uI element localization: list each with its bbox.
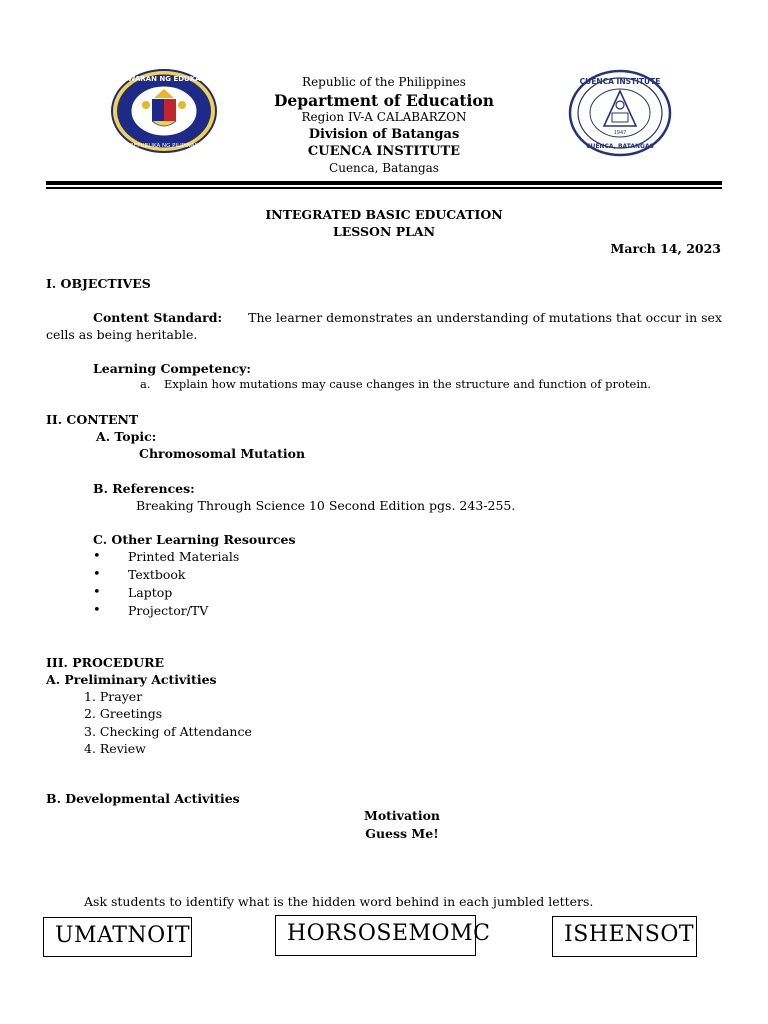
deped-seal-logo	[108, 67, 220, 155]
content-standard-text-line2: cells as being heritable.	[46, 327, 198, 342]
preliminary-activities-label: A. Preliminary Activities	[46, 672, 217, 687]
header-divider-thin	[46, 187, 722, 189]
competency-marker: a.	[140, 377, 151, 391]
references-label: B. References:	[93, 481, 195, 496]
svg-text:CUENCA INSTITUTE: CUENCA INSTITUTE	[579, 77, 661, 86]
jumbled-word-box-1: UMATNOIT	[43, 917, 192, 957]
preliminary-activities-list	[84, 689, 252, 758]
document-title: LESSON PLAN	[332, 224, 436, 239]
svg-text:CUENCA, BATANGAS: CUENCA, BATANGAS	[586, 143, 654, 150]
list-item: 1. Prayer	[84, 689, 143, 704]
lesson-date: March 14, 2023	[610, 241, 721, 256]
list-item: • Textbook	[93, 567, 239, 585]
list-item: 3. Checking of Attendance	[84, 723, 252, 739]
motivation-label: Motivation	[363, 808, 440, 823]
competency-item	[140, 377, 651, 391]
header-divider-thick	[46, 181, 722, 185]
content-standard-label: Content Standard:	[93, 310, 223, 325]
svg-text:1947: 1947	[613, 130, 627, 136]
references-value: Breaking Through Science 10 Second Edition pgs. 243-255.	[136, 498, 516, 513]
jumbled-word-box-2: HORSOSEMOMC	[275, 915, 476, 956]
list-item: • Projector/TV	[93, 603, 239, 621]
procedure-heading: III. PROCEDURE	[46, 655, 165, 670]
list-item: • Printed Materials	[93, 549, 239, 567]
region-text: Region IV-A CALABARZON	[301, 110, 467, 124]
developmental-activities-label: B. Developmental Activities	[46, 791, 240, 806]
resources-list	[93, 549, 239, 621]
svg-text:REPUBLIKA NG PILIPINAS: REPUBLIKA NG PILIPINAS	[129, 143, 199, 149]
activity-title: Guess Me!	[365, 826, 439, 841]
list-item: • Laptop	[93, 585, 239, 603]
topic-label: A. Topic:	[96, 429, 157, 444]
objectives-heading: I. OBJECTIVES	[46, 276, 151, 291]
jumbled-word-box-3: ISHENSOT	[552, 916, 697, 957]
activity-instruction: Ask students to identify what is the hidden word behind in each jumbled letters.	[84, 894, 594, 909]
cuenca-institute-seal-logo	[567, 68, 673, 158]
list-item: 4. Review	[84, 740, 146, 756]
school-name: CUENCA INSTITUTE	[307, 144, 461, 159]
topic-value: Chromosomal Mutation	[139, 446, 306, 461]
content-standard-paragraph	[46, 309, 722, 343]
content-heading: II. CONTENT	[46, 412, 139, 427]
resources-label: C. Other Learning Resources	[93, 532, 296, 547]
republic-text: Republic of the Philippines	[302, 75, 466, 89]
learning-competency-label: Learning Competency:	[93, 361, 251, 376]
division-text: Division of Batangas	[308, 127, 460, 142]
content-standard-text-line1: The learner demonstrates an understanding of mutations that occur in sex	[248, 310, 722, 325]
svg-text:KAGAWARAN NG EDUKASYON: KAGAWARAN NG EDUKASYON	[108, 75, 220, 83]
document-type: INTEGRATED BASIC EDUCATION	[265, 207, 503, 222]
competency-text: Explain how mutations may cause changes in the structure and function of protein.	[164, 377, 652, 391]
list-item: 2. Greetings	[84, 706, 163, 722]
department-title: Department of Education	[273, 91, 495, 110]
school-location: Cuenca, Batangas	[329, 161, 439, 175]
